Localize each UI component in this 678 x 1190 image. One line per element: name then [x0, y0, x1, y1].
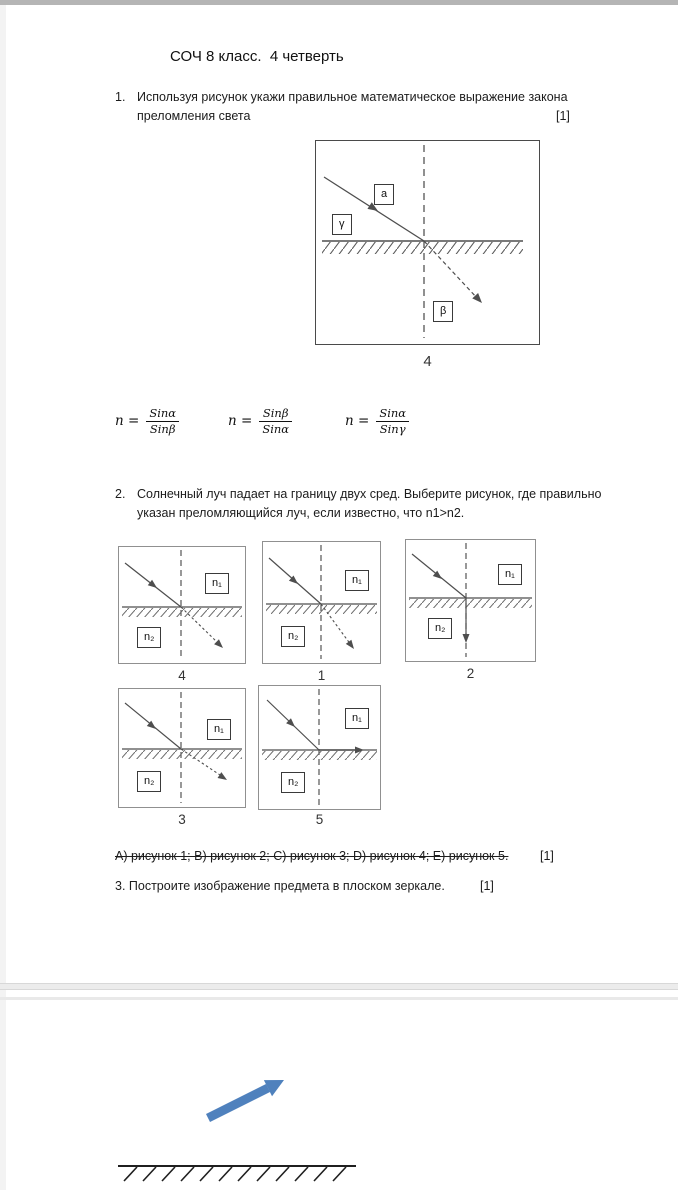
- n1-label: n₁: [205, 573, 229, 594]
- option-figure-c-drawing: [406, 540, 535, 661]
- formula-3: [345, 406, 409, 437]
- formula-1: [115, 406, 179, 437]
- refracted-ray-arrowhead: [346, 640, 357, 651]
- formula-2-fraction: $\frac{\text{Sinβ}}{\text{Sinα}}$: [259, 406, 292, 437]
- option-figure-b-caption: 1: [317, 668, 326, 683]
- formula-2: [228, 406, 292, 437]
- formula-2-lhs: n =: [228, 413, 253, 430]
- mirror-task-figure: [0, 1000, 678, 1190]
- formula-3-lhs: n =: [345, 413, 370, 430]
- answer-options: А) рисунок 1; B) рисунок 2; C) рисунок 3; D) рисунок 4; E) рисунок 5.: [115, 849, 509, 863]
- main-figure-caption: 4: [423, 353, 432, 370]
- formula-1-lhs: n =: [115, 413, 140, 430]
- n2-label: n₂: [137, 771, 161, 792]
- surface-hatching: [266, 605, 377, 614]
- surface-hatching: [122, 608, 242, 617]
- n2-label: n₂: [428, 618, 452, 639]
- option-figure-d: [118, 688, 246, 808]
- option-figure-a-caption: 4: [178, 668, 186, 683]
- n2-label: n₂: [137, 627, 161, 648]
- n2-label: n₂: [281, 626, 305, 647]
- mirror-hatching: [124, 1167, 346, 1181]
- refraction-main-figure-drawing: [316, 141, 538, 343]
- refracted-ray-arrowhead: [463, 634, 470, 643]
- question-2-points: [1]: [540, 849, 554, 863]
- option-figure-e: [258, 685, 381, 810]
- n1-label: n₁: [345, 708, 369, 729]
- question-2-text: Солнечный луч падает на границу двух сред. Выберите рисунок, где правильно указан преломляющийся луч, если известно, что n1>n2.: [137, 487, 602, 521]
- option-figure-d-caption: 3: [178, 812, 186, 827]
- angle-label-gamma: γ: [332, 214, 352, 235]
- option-figure-a: [118, 546, 246, 664]
- refracted-ray-arrowhead: [214, 639, 225, 650]
- n1-label: n₁: [207, 719, 231, 740]
- question-3-points: [1]: [480, 879, 494, 893]
- n1-label: n₁: [498, 564, 522, 585]
- formula-3-fraction: $\frac{\text{Sinα}}{\text{Sinγ}}$: [376, 406, 409, 437]
- page-title: СОЧ 8 класс. 4 четверть: [170, 48, 344, 65]
- refracted-ray-arrowhead: [218, 772, 229, 783]
- surface-hatching: [122, 750, 242, 759]
- question-1-points: [1]: [556, 109, 570, 123]
- question-1: [115, 88, 632, 127]
- object-arrow-shaft: [208, 1088, 268, 1118]
- option-figure-e-caption: 5: [315, 812, 324, 827]
- page-break-gap: [0, 983, 678, 990]
- n1-label: n₁: [345, 570, 369, 591]
- option-figure-c: [405, 539, 536, 662]
- question-2-number: 2.: [115, 487, 126, 501]
- question-1-text: Используя рисунок укажи правильное математическое выражение закона преломления света: [137, 90, 568, 124]
- n2-label: n₂: [281, 772, 305, 793]
- surface-hatching: [262, 751, 377, 760]
- question-3-text: 3. Построите изображение предмета в плоском зеркале.: [115, 879, 445, 893]
- refraction-main-figure: [315, 140, 540, 345]
- window-top-edge: [0, 0, 678, 5]
- surface-hatching: [322, 242, 523, 254]
- formula-1-fraction: $\frac{\text{Sinα}}{\text{Sinβ}}$: [146, 406, 179, 437]
- surface-hatching: [409, 599, 532, 608]
- option-figure-b: [262, 541, 381, 664]
- question-1-number: 1.: [115, 90, 126, 104]
- angle-label-alpha: a: [374, 184, 394, 205]
- question-2: [115, 485, 632, 524]
- option-figure-e-drawing: [259, 686, 380, 809]
- angle-label-beta: β: [433, 301, 453, 322]
- option-figure-c-caption: 2: [466, 666, 475, 681]
